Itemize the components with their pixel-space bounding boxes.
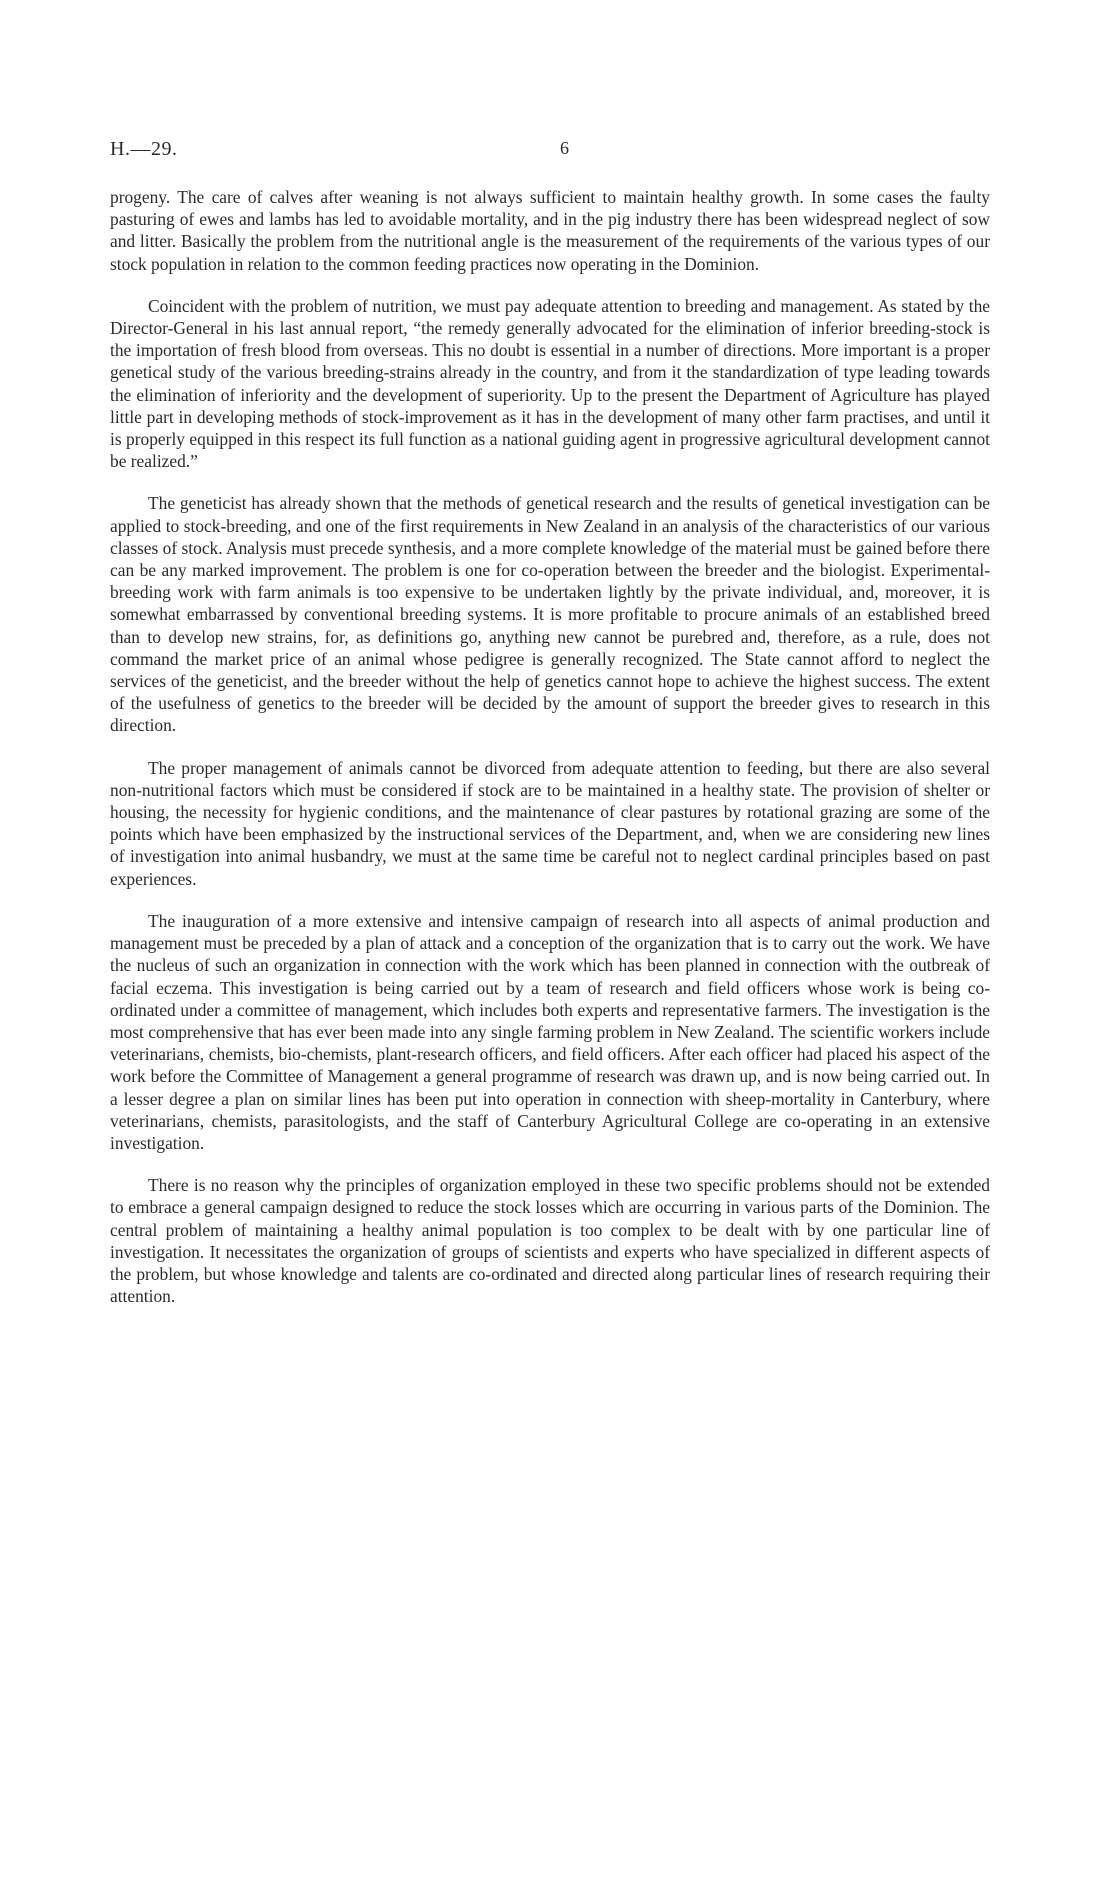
paragraph-management-of-animals: The proper management of animals cannot be divorced from adequate attention to feeding, but there are also several non-nutritional factors which must be considered if stock are to be maintained in a healthy state. The provision of shelter or housing, the necessity for hygienic conditions, and the maintenance of clear pastures by rotational grazing are some of the points which have been emphasized by the instructional services of the Department, and, when we are considering new lines of investigation into animal husbandry, we must at the same time be careful not to neglect cardinal principles based on past experiences. xyxy=(110,757,990,889)
document-reference: H.—29. xyxy=(110,138,178,160)
paragraph-breeding-management: Coincident with the problem of nutrition, we must pay adequate attention to breeding and management. As stated by the Director-General in his last annual report, “the remedy generally advocated for the elimination of inferior breeding-stock is the importation of fresh blood from overseas. This no doubt is essential in a number of directions. More important is a proper genetical study of the various breeding-strains already in the country, and from it the standardization of type leading towards the elimination of inferiority and the development of superiority. Up to the present the Department of Agriculture has played little part in developing methods of stock-improvement as it has in the development of many other farm practises, and until it is properly equipped in this respect its full function as a national guiding agent in progressive agricultural development cannot be realized.” xyxy=(110,295,990,472)
paragraph-geneticist: The geneticist has already shown that the methods of genetical research and the results of genetical investigation can be applied to stock-breeding, and one of the first requirements in New Zealand in an analysis of the characteristics of our various classes of stock. Analysis must precede synthesis, and a more complete knowledge of the material must be gained before there can be any marked improvement. The problem is one for co-operation between the breeder and the biologist. Experimental-breeding work with farm animals is too expensive to be undertaken lightly by the private individual, and, moreover, it is somewhat embarrassed by conventional breeding systems. It is more profitable to procure animals of an established breed than to develop new strains, for, as definitions go, anything new cannot be purebred and, therefore, as a rule, does not command the market price of an animal whose pedigree is generally recognized. The State cannot afford to neglect the services of the geneticist, and the breeder without the help of genetics cannot hope to achieve the highest success. The extent of the usefulness of genetics to the breeder will be decided by the amount of support the breeder gives to research in this direction. xyxy=(110,493,990,736)
body-text xyxy=(110,186,990,1327)
paragraph-campaign-organization: The inauguration of a more extensive and intensive campaign of research into all aspects of animal production and management must be preceded by a plan of attack and a conception of the organization that is to carry out the work. We have the nucleus of such an organization in connection with the work which has been planned in connection with the outbreak of facial eczema. This investigation is being carried out by a team of research and field officers whose work is being co-ordinated under a committee of management, which includes both experts and representative farmers. The investigation is the most comprehensive that has ever been made into any single farming problem in New Zealand. The scientific workers include veterinarians, chemists, bio-chemists, plant-research officers, and field officers. After each officer had placed his aspect of the work before the Committee of Management a general programme of research was drawn up, and is now being carried out. In a lesser degree a plan on similar lines has been put into operation in connection with sheep-mortality in Canterbury, where veterinarians, chemists, parasitologists, and the staff of Canterbury Agricultural College are co-operating in an extensive investigation. xyxy=(110,910,990,1153)
paragraph-principles-of-organization: There is no reason why the principles of organization employed in these two specific problems should not be extended to embrace a general campaign designed to reduce the stock losses which are occurring in various parts of the Dominion. The central problem of maintaining a healthy animal population is too complex to be dealt with by one particular line of investigation. It necessitates the organization of groups of scientists and experts who have specialized in different aspects of the problem, but whose knowledge and talents are co-ordinated and directed along particular lines of research requiring their attention. xyxy=(110,1175,990,1307)
page-number: 6 xyxy=(560,138,569,158)
paragraph-progeny: progeny. The care of calves after weaning is not always sufficient to maintain healthy growth. In some cases the faulty pasturing of ewes and lambs has led to avoidable mortality, and in the pig industry there has been widespread neglect of sow and litter. Basically the problem from the nutritional angle is the measurement of the requirements of the various types of our stock population in relation to the common feeding practices now operating in the Dominion. xyxy=(110,187,990,274)
page-header xyxy=(110,138,990,162)
